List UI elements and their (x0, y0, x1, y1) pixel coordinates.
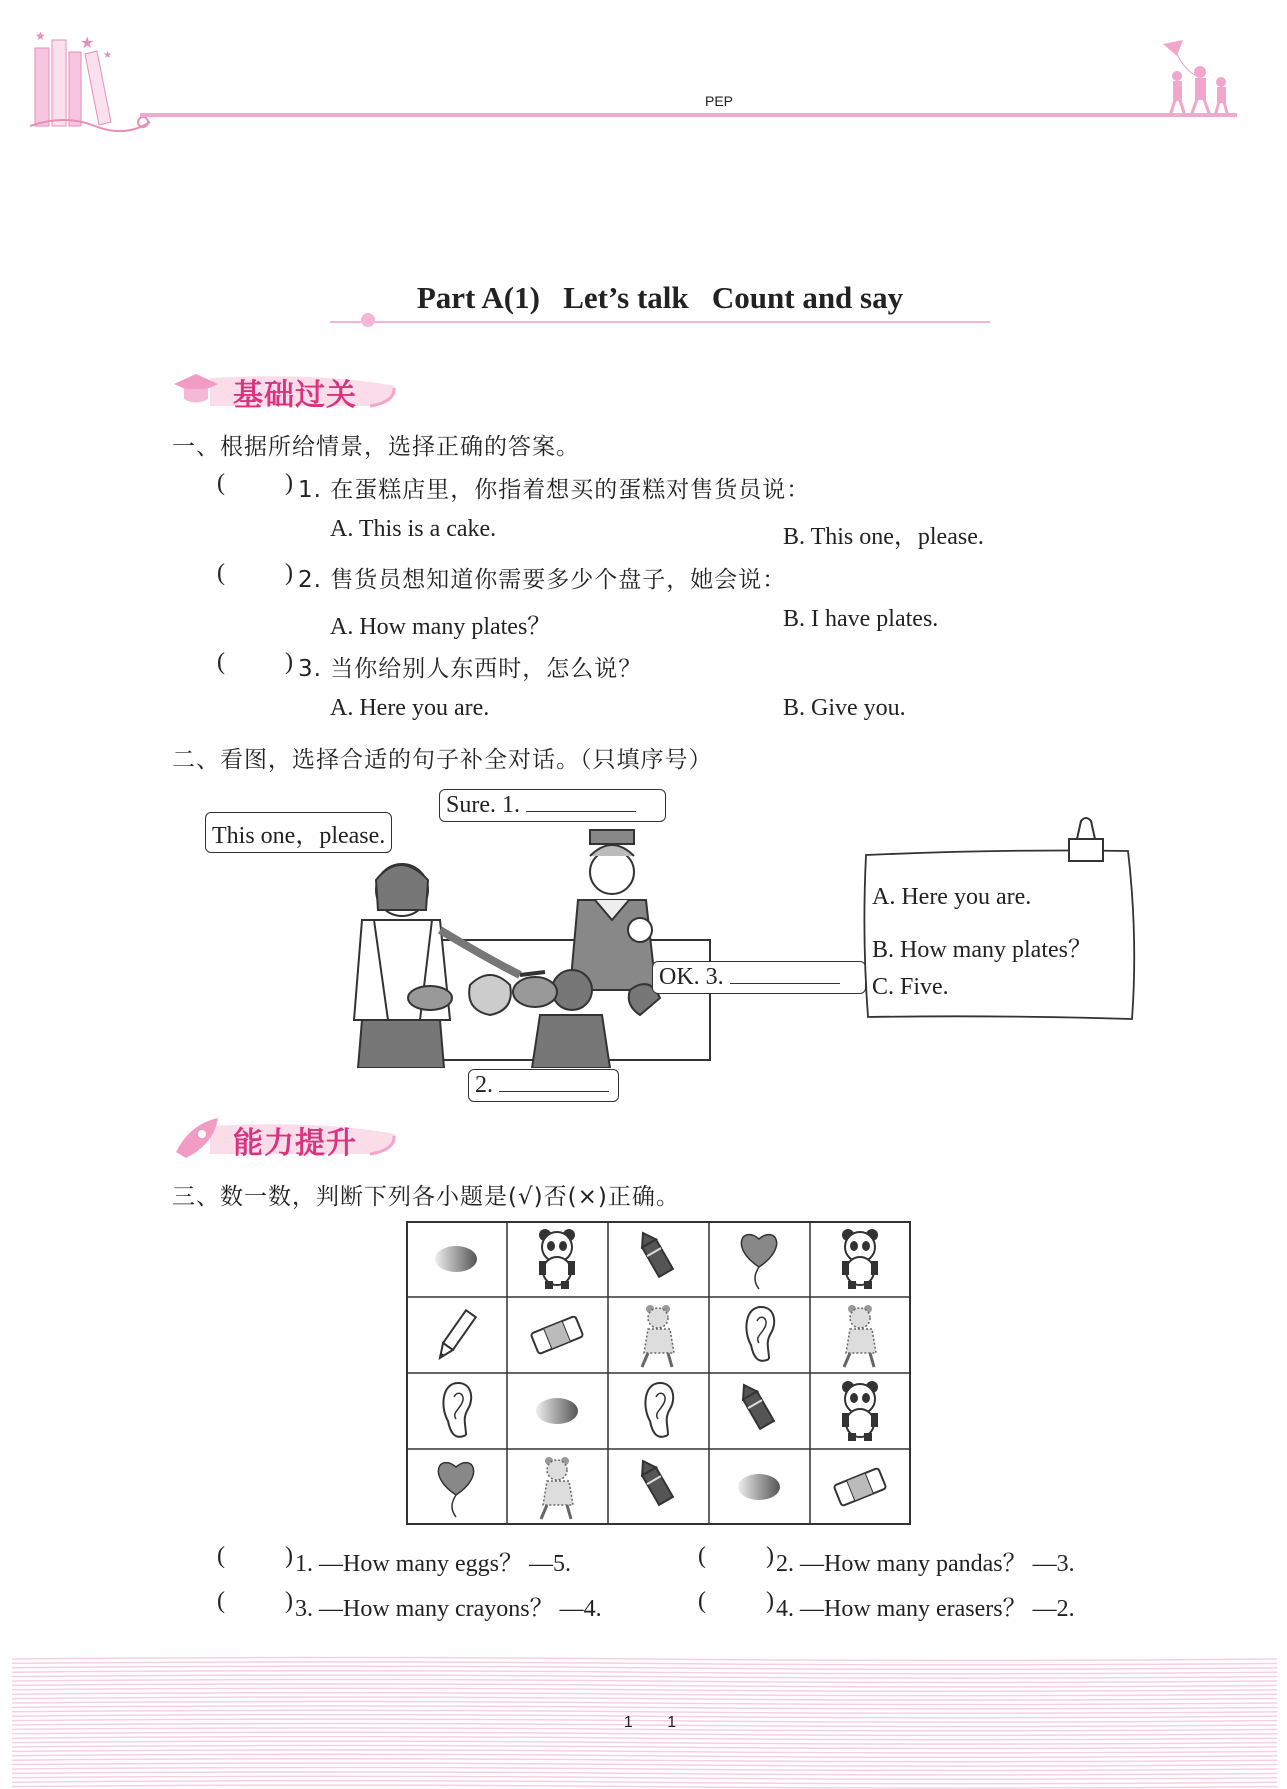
option-b: B. I have plates. (783, 606, 939, 632)
answer-paren-open: ( (217, 560, 225, 586)
banner-label: 基础过关 (233, 378, 357, 413)
bubble-text: OK. 3. (659, 964, 724, 990)
bubble-text: Sure. 1. (446, 792, 520, 818)
egg-icon (738, 1474, 780, 1500)
option-a: A. Here you are. (330, 695, 490, 721)
answer-paren-open: ( (698, 1588, 706, 1614)
question-3-heading: 三、数一数，判断下列各小题是(√)否(×)正确。 (172, 1184, 680, 1210)
svg-text:★: ★ (103, 50, 112, 61)
books-decoration-icon (25, 18, 155, 138)
option-b: B. This one，please. (783, 524, 984, 550)
answer-paren-close: ) (285, 1543, 293, 1569)
question-2-heading: 二、看图，选择合适的句子补全对话。（只填序号） (172, 747, 713, 773)
answer-paren-open: ( (217, 649, 225, 675)
series-label: PEP (705, 93, 734, 109)
svg-text:★: ★ (80, 35, 95, 52)
option-C: C. Five. (872, 974, 949, 1000)
egg-icon (536, 1398, 578, 1424)
bubble-text: 2. (475, 1072, 493, 1098)
page-title: Part A(1) Let’s talk Count and say (416, 280, 904, 315)
option-a: A. This is a cake. (330, 516, 497, 542)
speech-bubble-seller (439, 789, 666, 822)
title-underline (330, 321, 990, 323)
speech-bubble-child (652, 961, 866, 994)
grid-lines (406, 1221, 911, 1525)
answer-paren-close: ) (285, 1588, 293, 1614)
answer-paren-close: ) (285, 470, 293, 496)
counting-picture-grid (406, 1221, 911, 1525)
answer-paren-open: ( (698, 1543, 706, 1569)
egg-icon (435, 1246, 477, 1272)
answer-paren-open: ( (217, 470, 225, 496)
answer-paren-open: ( (217, 1588, 225, 1614)
answer-blank-2[interactable] (499, 1075, 609, 1092)
title-dot (361, 313, 375, 327)
option-b: B. Give you. (783, 695, 906, 721)
children-kite-icon (1155, 36, 1240, 118)
banner-label: 能力提升 (233, 1126, 357, 1161)
speech-bubble-customer (205, 812, 392, 853)
count-statement: 4. —How many erasers？ —2. (776, 1596, 1075, 1622)
speech-bubble-bottom (468, 1069, 619, 1102)
option-a: A. How many plates？ (330, 614, 552, 640)
header-rule (140, 113, 1237, 117)
question-stem: 2. 售货员想知道你需要多少个盘子，她会说： (298, 567, 787, 593)
section-banner-advanced (170, 1114, 405, 1161)
cake-shop-scene-icon (340, 820, 720, 1068)
answer-blank-3[interactable] (730, 967, 840, 984)
answer-paren-close: ) (285, 560, 293, 586)
answer-blank-1[interactable] (526, 795, 636, 812)
count-statement: 3. —How many crayons？ —4. (295, 1596, 602, 1622)
answer-paren-close: ) (766, 1543, 774, 1569)
question-stem: 1. 在蛋糕店里，你指着想买的蛋糕对售货员说： (298, 477, 811, 503)
answer-paren-open: ( (217, 1543, 225, 1569)
option-B: B. How many plates？ (872, 937, 1092, 963)
answer-paren-close: ) (285, 649, 293, 675)
question-stem: 3. 当你给别人东西时，怎么说？ (298, 656, 643, 682)
question-1-heading: 一、根据所给情景，选择正确的答案。 (172, 434, 580, 460)
section-banner-basic (170, 366, 405, 413)
option-A: A. Here you are. (872, 884, 1032, 910)
count-statement: 2. —How many pandas？ —3. (776, 1551, 1075, 1577)
svg-text:★: ★ (35, 29, 46, 43)
answer-paren-close: ) (766, 1588, 774, 1614)
binder-clip-icon (1063, 815, 1109, 865)
bubble-text: This one，please. (212, 823, 386, 849)
count-statement: 1. —How many eggs？ —5. (295, 1551, 571, 1577)
page-number: 1 1 (623, 1714, 677, 1731)
